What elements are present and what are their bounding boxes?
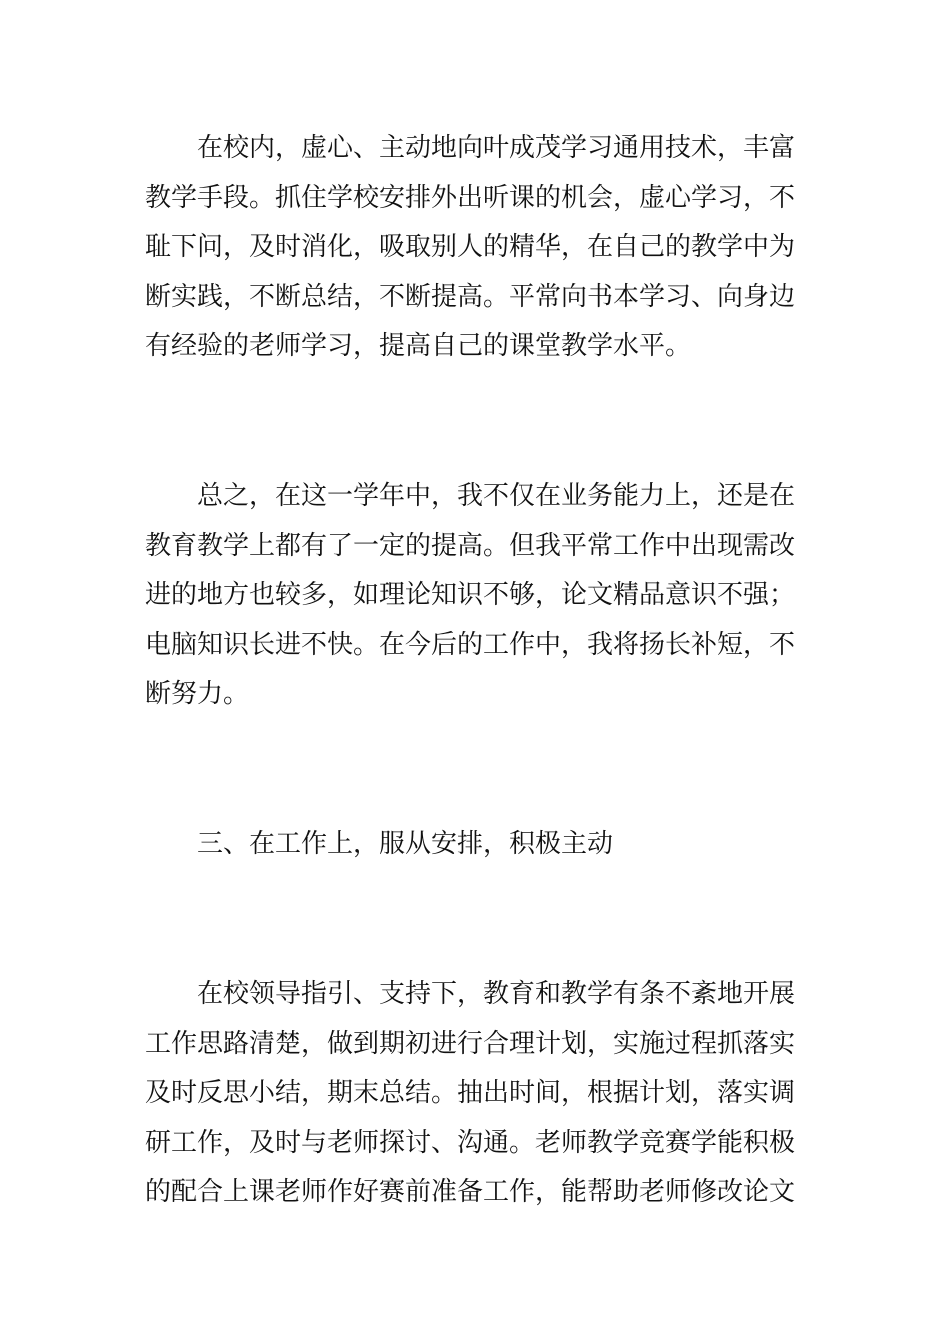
paragraph-line: 电脑知识长进不快。在今后的工作中，我将扬长补短，不 — [145, 629, 796, 660]
paragraph-line: 及时反思小结，期末总结。抽出时间，根据计划，落实调 — [145, 1078, 796, 1108]
paragraph-summary — [145, 472, 810, 720]
paragraph-line: 断努力。 — [145, 679, 250, 709]
paragraph-line: 总之，在这一学年中，我不仅在业务能力上，还是在 — [197, 481, 796, 511]
paragraph-line: 断实践，不断总结，不断提高。平常向书本学习、向身边 — [145, 281, 796, 312]
paragraph-line: 工作思路清楚，做到期初进行合理计划，实施过程抓落实 — [145, 1028, 796, 1059]
paragraph-line: 在校领导指引、支持下，教育和教学有条不紊地开展 — [197, 979, 796, 1009]
paragraph-self-study — [145, 124, 810, 372]
paragraph-line: 在校内，虚心、主动地向叶成茂学习通用技术，丰富 — [197, 133, 796, 163]
section-heading-text: 三、在工作上，服从安排，积极主动 — [197, 829, 614, 859]
section-heading — [145, 820, 810, 870]
paragraph-line: 进的地方也较多，如理论知识不够，论文精品意识不强； — [145, 580, 796, 610]
paragraph-line: 研工作，及时与老师探讨、沟通。老师教学竞赛学能积极 — [145, 1127, 796, 1158]
paragraph-work — [145, 970, 810, 1218]
paragraph-line: 耻下问，及时消化，吸取别人的精华，在自己的教学中为 — [145, 232, 796, 262]
paragraph-line: 的配合上课老师作好赛前准备工作，能帮助老师修改论文 — [145, 1177, 796, 1207]
paragraph-line: 有经验的老师学习，提高自己的课堂教学水平。 — [145, 331, 692, 361]
paragraph-line: 教育教学上都有了一定的提高。但我平常工作中出现需改 — [145, 530, 796, 561]
paragraph-line: 教学手段。抓住学校安排外出听课的机会，虚心学习，不 — [145, 182, 796, 213]
